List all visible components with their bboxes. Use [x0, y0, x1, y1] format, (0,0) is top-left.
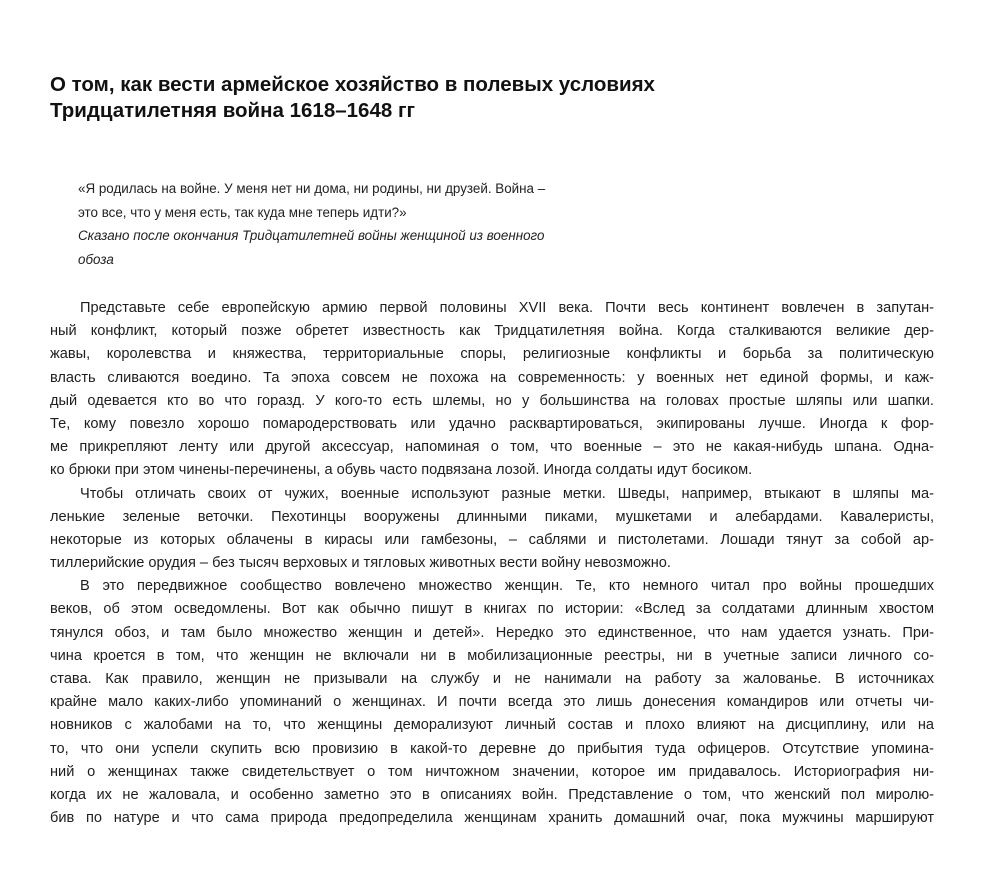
text-line: некоторые из которых облачены в кирасы или гамбезоны, – саблями и пистолетами. Лошади тянут за собой ар- — [50, 531, 934, 548]
chapter-title-line-1: О том, как вести армейское хозяйство в полевых условиях — [50, 73, 655, 96]
body-text — [50, 297, 934, 830]
text-line: веков, об этом осведомлены. Вот как обычно пишут в книгах по истории: «Вслед за солдатами длинным хвостом — [50, 601, 934, 618]
book-page — [50, 72, 934, 830]
text-line: В это передвижное сообщество вовлечено множество женщин. Те, кто немного читал про войны прошедших — [80, 578, 934, 595]
epigraph-attribution-line: Сказано после окончания Тридцатилетней войны женщиной из военного — [78, 228, 545, 243]
paragraph-3 — [50, 575, 934, 830]
text-line: бив по натуре и что сама природа предопределила женщинам хранить домашний очаг, пока мужчины маршируют — [50, 810, 934, 827]
epigraph-quote-line: это все, что у меня есть, так куда мне теперь идти?» — [78, 204, 407, 220]
text-line: власть сливаются воедино. Та эпоха совсем не похожа на современность: у военных нет единой формы, и каж- — [50, 369, 934, 386]
paragraph-2 — [50, 483, 934, 576]
text-line: ний о женщинах также свидетельствует о том ничтожном значении, которое им придавалось. Историография ни- — [50, 763, 934, 780]
text-line: то, что они успели скупить всю провизию в какой-то деревне до прибытия туда офицеров. Отсутствие упомина- — [50, 740, 934, 757]
text-line: тянулся обоз, и там было множество женщин и детей». Нередко это единственное, что нам удается узнать. При- — [50, 624, 934, 641]
text-line: ме прикрепляют ленту или другой аксессуар, напоминая о том, что военные – это не какая-нибудь шпана. Одна- — [50, 439, 934, 456]
paragraph-1 — [50, 297, 934, 483]
text-line: ный конфликт, который позже обретет известность как Тридцатилетняя война. Когда сталкиваются великие дер- — [50, 323, 934, 340]
text-line: жавы, королевства и княжества, территориальные споры, религиозные конфликты и борьба за политическую — [50, 346, 934, 363]
text-line: новников с жалобами на то, что женщины деморализуют личный состав и плохо влияют на дисциплину, или на — [50, 717, 934, 734]
text-line: Те, кому повезло хорошо помародерствовать или удачно расквартироваться, экипированы лучше. Иногда к фор- — [50, 415, 934, 432]
chapter-title-line-2: Тридцатилетняя война 1618–1648 гг — [50, 99, 416, 122]
text-line: става. Как правило, женщин не призывали на службу и не нанимали на работу за жалованье. В источниках — [50, 671, 934, 687]
text-line: крайне мало каких-либо упоминаний о женщинах. И почти всегда это лишь донесения командиров или отчеты чи- — [50, 694, 934, 711]
chapter-heading — [50, 72, 934, 124]
epigraph — [78, 177, 638, 271]
text-line: Чтобы отличать своих от чужих, военные используют разные метки. Шведы, например, втыкают в шляпы ма- — [80, 485, 934, 502]
text-line: когда их не жаловала, и особенно заметно это в описаниях войн. Представление о том, что женский пол миролю- — [50, 786, 934, 803]
text-line: ко брюки при этом чинены-перечинены, а обувь часто подвязана лозой. Иногда солдаты идут босиком. — [50, 462, 753, 479]
text-line: тиллерийские орудия – без тысяч верховых и тягловых животных вести войну невозможно. — [50, 555, 671, 572]
text-line: Представьте себе европейскую армию первой половины XVII века. Почти весь континент вовлечен в запутан- — [80, 300, 934, 316]
epigraph-quote-line: «Я родилась на войне. У меня нет ни дома, ни родины, ни друзей. Война – — [78, 181, 546, 196]
text-line: ленькие зеленые веточки. Пехотинцы вооружены длинными пиками, мушкетами и алебардами. Кавалеристы, — [50, 508, 934, 525]
text-line: дый одевается кто во что горазд. У кого-то есть шлемы, но у большинства на головах простые шляпы или шапки. — [50, 392, 934, 409]
text-line: чина кроется в том, что женщин не включали ни в мобилизационные реестры, ни в учетные записи личного со- — [50, 647, 934, 664]
epigraph-attribution-line: обоза — [78, 251, 114, 267]
